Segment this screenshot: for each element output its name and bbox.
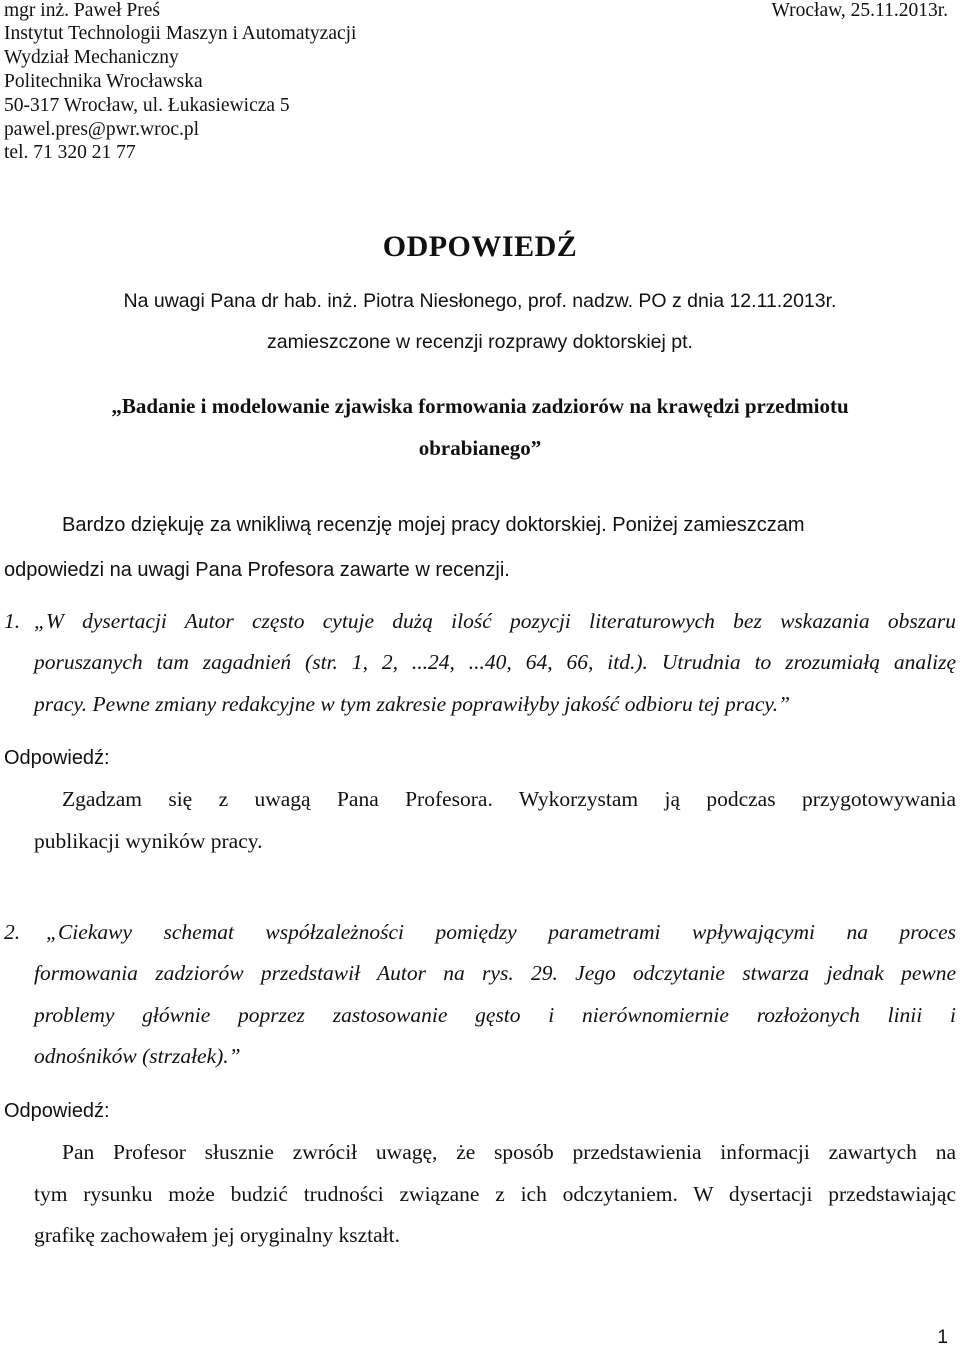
- remark-line: „W dysertacji Autor często cytuje dużą ilość pozycji literaturowych bez wskazania obszaru: [34, 609, 956, 633]
- remark-line: pracy. Pewne zmiany redakcyjne w tym zakresie poprawiłyby jakość odbioru tej pracy.”: [34, 692, 791, 716]
- sender-institute: Instytut Technologii Maszyn i Automatyzacji: [4, 23, 357, 44]
- subtitle-line-1: Na uwagi Pana dr hab. inż. Piotra Niesłonego, prof. nadzw. PO z dnia 12.11.2013r.: [123, 290, 837, 312]
- intro-line-2: odpowiedzi na uwagi Pana Profesora zawarte w recenzji.: [4, 559, 510, 581]
- remark-number: 1.: [4, 609, 21, 633]
- remark-line: problemy głównie poprzez zastosowanie gęsto i nierównomiernie rozłożonych linii i: [34, 1003, 956, 1027]
- remark-line: poruszanych tam zagadnień (str. 1, 2, ...24, ...40, 64, 66, itd.). Utrudnia to zrozumiałą analizę: [34, 650, 956, 674]
- answer-line: Zgadzam się z uwagą Pana Profesora. Wykorzystam ją podczas przygotowywania: [62, 787, 956, 811]
- sender-faculty: Wydział Mechaniczny: [4, 47, 179, 68]
- thesis-title-line-1: „Badanie i modelowanie zjawiska formowania zadziorów na krawędzi przedmiotu: [111, 394, 849, 418]
- page-number: 1: [937, 1327, 948, 1348]
- remark-line: odnośników (strzałek).”: [34, 1044, 241, 1068]
- answer-line: grafikę zachowałem jej oryginalny kształt.: [34, 1223, 400, 1247]
- sender-phone: tel. 71 320 21 77: [4, 142, 136, 163]
- sender-email: pawel.pres@pwr.wroc.pl: [4, 119, 200, 140]
- sender-name: mgr inż. Paweł Preś: [4, 0, 160, 21]
- answer-label: Odpowiedź:: [4, 747, 110, 769]
- answer-line: tym rysunku może budzić trudności związane z ich odczytaniem. W dysertacji przedstawiając: [34, 1182, 956, 1206]
- answer-label: Odpowiedź:: [4, 1100, 110, 1122]
- letter-date: Wrocław, 25.11.2013r.: [771, 0, 948, 21]
- thesis-title-line-2: obrabianego”: [418, 436, 542, 460]
- answer-line: publikacji wyników pracy.: [34, 829, 263, 853]
- remark-line: formowania zadziorów przedstawił Autor na rys. 29. Jego odczytanie stwarza jednak pewne: [34, 961, 956, 985]
- subtitle-line-2: zamieszczone w recenzji rozprawy doktorskiej pt.: [267, 331, 693, 353]
- remark-number: 2.: [4, 920, 21, 944]
- page-title: ODPOWIEDŹ: [382, 230, 578, 263]
- answer-line: Pan Profesor słusznie zwrócił uwagę, że sposób przedstawienia informacji zawartych na: [62, 1140, 956, 1164]
- sender-university: Politechnika Wrocławska: [4, 71, 203, 92]
- sender-address: 50-317 Wrocław, ul. Łukasiewicza 5: [4, 95, 290, 116]
- intro-line-1: Bardzo dziękuję za wnikliwą recenzję mojej pracy doktorskiej. Poniżej zamieszczam: [62, 514, 805, 536]
- remark-line: „Ciekawy schemat współzależności pomiędzy parametrami wpływającymi na proces: [46, 920, 956, 944]
